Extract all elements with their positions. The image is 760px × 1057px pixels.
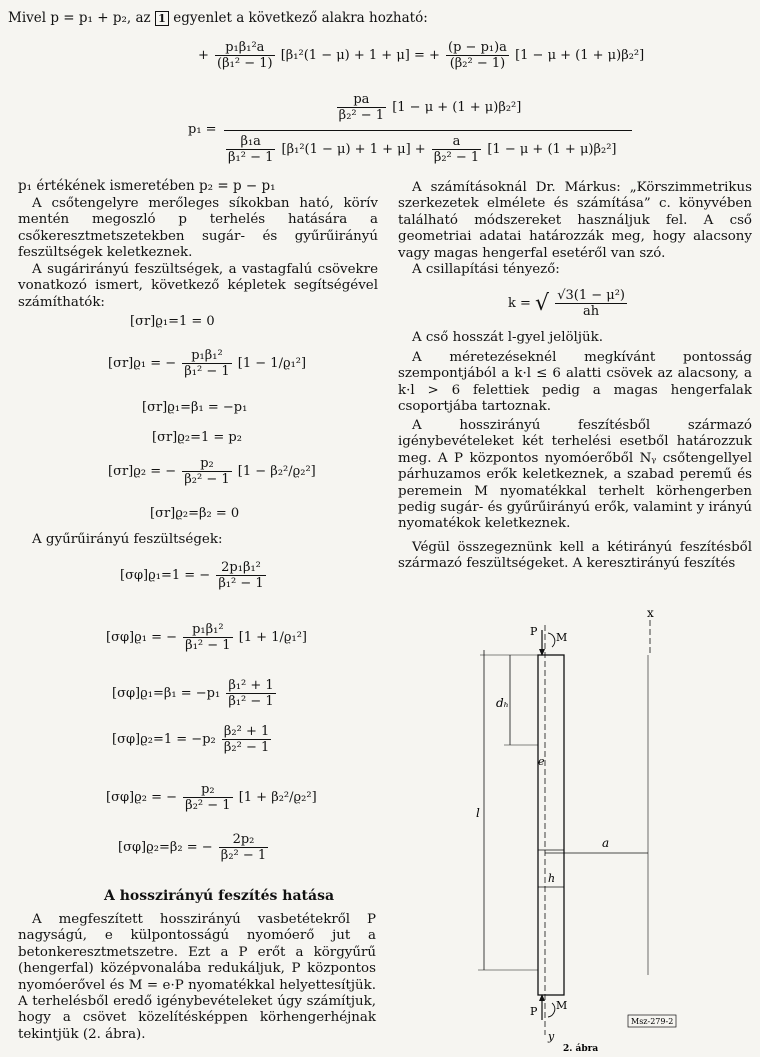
numerator: 2p₁β₁² [216, 560, 265, 576]
main-fraction-bar [224, 130, 632, 131]
lhs: [σφ]ϱ₂=1 = −p₂ [112, 732, 216, 747]
para-text: A hosszirányú feszítésből származó igénybevételeket két terhelési esetből határozzuk meg. A P központos nyomóerőből Nᵧ csőtengellyel párhuzamos erők keletkeznek, a szabad peremű és peremein M nyomatékkal terhelt körhengerben pedig sugár- és gyűrűirányú erők, valamint y irányú nyomatékok keletkeznek. [398, 418, 752, 532]
para-text: A csőtengelyre merőleges síkokban ható, körív mentén megoszló p terhelés hatására a csőkeresztmetszetekben sugár- és gyűrűirányú feszültségek keletkeznek. [18, 196, 378, 261]
figure-2-pipe-diagram [470, 595, 680, 1055]
fraction [182, 348, 231, 379]
eq-sigma-phi-6 [118, 832, 270, 863]
fraction [216, 560, 265, 591]
right-para-2 [398, 262, 752, 278]
numerator: 2p₂ [219, 832, 268, 848]
label-M-top: M [556, 631, 568, 644]
fraction [446, 40, 509, 71]
fraction [183, 622, 232, 653]
eq-sigma-r-1: [σr]ϱ₁=1 = 0 [130, 314, 215, 329]
para-text: A méretezéseknél megkívánt pontosság szempontjából a k·l ≤ 6 alatti csövek az alacsony, a k·l > 6 felettiek pedig a magas hengerfalak csoportjába tartoznak. [398, 350, 752, 415]
top-moment-arc [548, 633, 555, 647]
bracket-expr: [1 + 1/ϱ₁²] [238, 630, 307, 645]
para-text: A számításoknál Dr. Márkus: „Körszimmetrikus szerkezetek elmélete és számítása” c. könyvében található módszereket használjuk fel. A cső geometriai adatai határozzák meg, hogy alacsony vagy magas hengerfal esetéről van szó. [398, 180, 752, 261]
numerator: β₁² + 1 [228, 678, 274, 693]
left-para-3 [18, 532, 378, 548]
fraction [222, 724, 271, 755]
para-text: A csillapítási tényező: [412, 262, 560, 277]
numerator: p₁β₁² [183, 622, 232, 638]
bracket-expr: [1 − μ + (1 + μ)β₂²] [487, 142, 617, 157]
fraction [226, 678, 275, 709]
bracket-expr: [β₁²(1 − μ) + 1 + μ] = + [280, 48, 440, 63]
left-para-1 [18, 196, 378, 262]
intro-text: Mivel p = p₁ + p₂, az [8, 10, 151, 26]
right-para-5 [398, 418, 752, 533]
lhs: [σφ]ϱ₂=β₂ = − [118, 840, 213, 855]
eq-damping [508, 288, 629, 319]
denominator: β₂² − 1 [185, 798, 231, 813]
label-y: y [548, 1030, 555, 1043]
eq-sigma-r-2 [108, 348, 306, 379]
lhs: [σr]ϱ₂ = − [108, 464, 177, 479]
label-P-bottom: P [530, 1005, 538, 1018]
eq-sigma-phi-2 [106, 622, 307, 653]
bottom-moment-arc [548, 1003, 555, 1017]
label-x: x [647, 606, 654, 620]
para-text: A cső hosszát l-gyel jelöljük. [412, 330, 603, 345]
bracket-expr: [1 − μ + (1 + μ)β₂²] [392, 100, 522, 115]
numerator: p₁β₁² [182, 348, 231, 364]
lhs: [σφ]ϱ₂ = − [106, 790, 178, 805]
pipe-wall [538, 655, 564, 995]
denominator: β₂² − 1 [223, 740, 270, 755]
label-P-top: P [530, 625, 538, 638]
bracket-expr: [1 − β₂²/ϱ₂²] [237, 464, 316, 479]
para-text: A sugárirányú feszültségek, a vastagfalú csövekre vonatkozó ismert, következő képletek segítségével számíthatók: [18, 262, 378, 310]
label-M-bottom: M [556, 999, 568, 1012]
right-para-6 [398, 540, 752, 573]
sign: + [198, 48, 209, 63]
equation-ref-box: 1 [155, 11, 169, 26]
numerator: β₂² + 1 [223, 724, 270, 739]
denominator: β₁² − 1 [218, 576, 264, 591]
lhs: [σφ]ϱ₁=1 = − [120, 568, 211, 583]
root-sign: √ [535, 291, 550, 316]
fraction [337, 92, 386, 123]
fraction [215, 40, 275, 71]
numerator: √3(1 − μ²) [557, 288, 626, 303]
intro-text-end: egyenlet a következő alakra hozható: [173, 10, 428, 26]
left-para-4 [18, 912, 376, 1043]
eq-sigma-r-3: [σr]ϱ₁=β₁ = −p₁ [142, 400, 248, 415]
denominator: (β₁² − 1) [217, 56, 273, 71]
bracket-expr: [β₁²(1 − μ) + 1 + μ] + [281, 142, 426, 157]
numerator: p₂ [182, 456, 231, 472]
eq-sigma-phi-4 [112, 724, 273, 755]
denominator: β₁² − 1 [228, 694, 274, 709]
right-para-4 [398, 350, 752, 416]
fraction [219, 832, 268, 863]
denominator: ah [583, 304, 600, 319]
figure-caption: 2. ábra [563, 1044, 599, 1054]
eq-sigma-phi-5 [106, 782, 317, 813]
p1-line: p₁ értékének ismeretében p₂ = p − p₁ [18, 178, 276, 194]
para-text: A megfeszített hosszirányú vasbetétekről P nagyságú, e külpontosságú nyomóerő jut a betonkeresztmetszetre. Ezt a P erőt a körgyűrű (hengerfal) középvonalába redukáljuk, P központos nyomóerővel és M = e·P nyomatékkal helyettesítjük. A terhelésből eredő igénybevételeket úgy számítjuk, hogy a csövet közelítésképpen körhengerhéjnak tekintjük (2. ábra). [18, 912, 376, 1042]
denominator: β₁² − 1 [228, 150, 274, 165]
numerator: p₁β₁²a [215, 40, 275, 56]
denominator: β₁² − 1 [184, 364, 230, 379]
bracket-expr: [1 + β₂²/ϱ₂²] [238, 790, 317, 805]
denominator: β₂² − 1 [184, 472, 230, 487]
eq-sigma-r-5 [108, 456, 316, 487]
intro-line [8, 10, 428, 26]
equation-top [198, 40, 644, 71]
numerator: p₂ [183, 782, 232, 798]
eq-sigma-r-6: [σr]ϱ₂=β₂ = 0 [150, 506, 240, 521]
para-text: A gyűrűirányú feszültségek: [32, 532, 223, 547]
lhs: p₁ = [188, 122, 217, 137]
section-heading: A hosszirányú feszítés hatása [104, 888, 335, 904]
label-dh: dₕ [496, 696, 509, 710]
label-h: h [548, 872, 556, 885]
denominator: β₂² − 1 [338, 108, 385, 123]
fraction [226, 134, 275, 165]
numerator: β₁a [226, 134, 275, 150]
para-text: Végül összegeznünk kell a kétirányú feszítésből származó feszültségeket. A keresztirányú feszítés [398, 540, 752, 572]
big-numerator [228, 92, 628, 123]
fraction [183, 782, 232, 813]
label-l: l [476, 806, 480, 820]
big-denominator [224, 134, 634, 165]
numerator: (p − p₁)a [448, 40, 507, 55]
stamp-text: Msz-279-2 [631, 1017, 674, 1026]
label-a: a [602, 836, 610, 850]
lhs: [σφ]ϱ₁ = − [106, 630, 178, 645]
denominator: β₂² − 1 [220, 848, 267, 863]
label-e: e [538, 755, 545, 768]
numerator: pa [337, 92, 386, 108]
lhs: [σr]ϱ₁ = − [108, 356, 177, 371]
denominator: β₂² − 1 [433, 150, 480, 165]
left-para-2 [18, 262, 378, 311]
eq-sigma-phi-3 [112, 678, 278, 709]
fraction [555, 288, 627, 319]
lhs: k = [508, 296, 531, 311]
fraction [182, 456, 231, 487]
lhs: [σφ]ϱ₁=β₁ = −p₁ [112, 686, 221, 701]
fraction [432, 134, 481, 165]
right-para-1 [398, 180, 752, 262]
eq-sigma-r-4: [σr]ϱ₂=1 = p₂ [152, 430, 242, 445]
bracket-expr: [1 − μ + (1 + μ)β₂²] [515, 48, 645, 63]
eq-sigma-phi-1 [120, 560, 268, 591]
bracket-expr: [1 − 1/ϱ₁²] [237, 356, 307, 371]
right-para-3 [398, 330, 752, 346]
denominator: (β₂² − 1) [449, 56, 506, 71]
numerator: a [432, 134, 481, 150]
denominator: β₁² − 1 [185, 638, 231, 653]
